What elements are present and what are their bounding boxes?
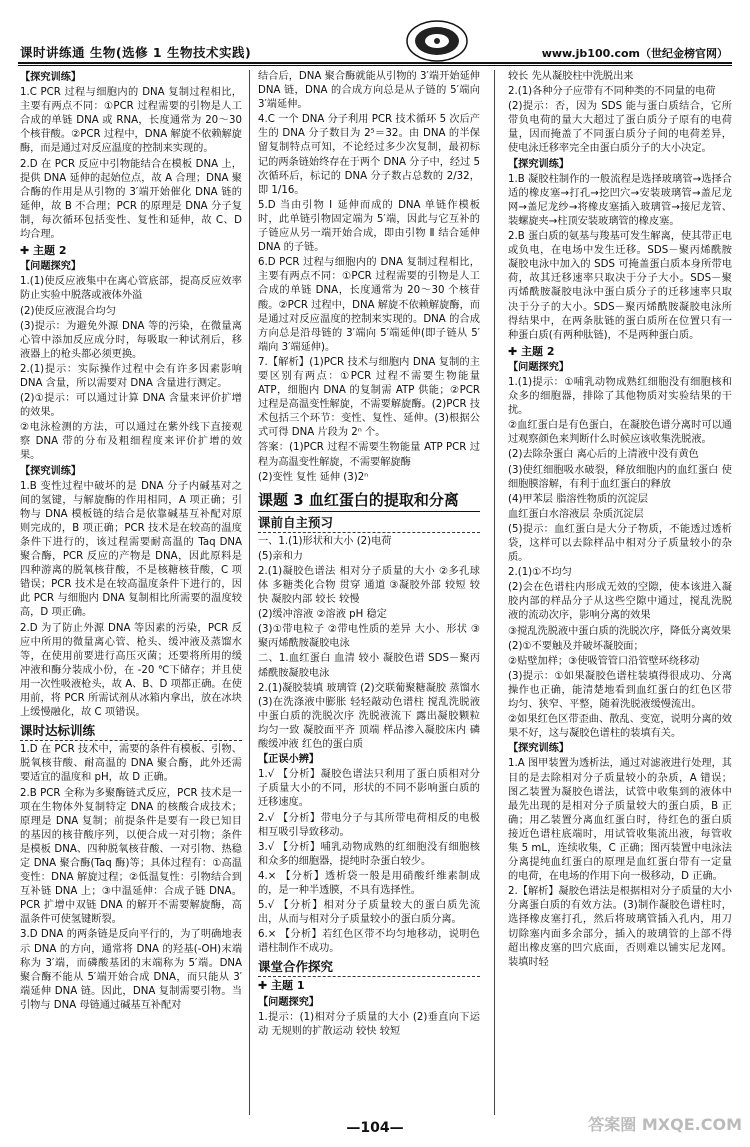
- answer-paragraph: (2)会在色谱柱内形成无效的空隙，使本该进入凝胶内部的样品分子从这些空隙中通过，搅乱洗脱液的流动次序，影响分离的效果: [508, 582, 732, 622]
- section-label: 【探究训练】: [20, 72, 82, 83]
- answer-paragraph: (3)提示：为避免外源 DNA 等的污染，在微量离心管中添加反应成分时，每吸取一种试剂后，移液器上的枪头都必须更换。: [20, 320, 242, 360]
- answer-paragraph: 1.B 凝胶柱制作的一般流程是选择玻璃管→选择合适的橡皮塞→打孔→挖凹穴→安装玻璃管→盖尼龙网→盖尼龙纱→将橡皮塞插入玻璃管→接尼龙管、装螺旋夹→柱顶安装玻璃管的橡皮塞。: [508, 173, 732, 227]
- answer-paragraph: ②电泳检测的方法，可以通过在紫外线下直接观察 DNA 带的分布及粗细程度来评价扩增的效果。: [20, 422, 242, 462]
- answer-paragraph: 二、1.血红蛋白 血清 较小 凝胶色谱 SDS－聚丙烯酰胺凝胶电泳: [258, 653, 480, 679]
- answer-paragraph: 较长 先从凝胶柱中洗脱出来: [508, 71, 634, 82]
- column-2: [258, 70, 480, 1115]
- answer-paragraph: 7.【解析】(1)PCR 技术与细胞内 DNA 复制的主要区别有两点：①PCR 过程不需要生物能量 ATP，细胞内 DNA 的复制需 ATP 供能；②PCR 过程是高温变性解旋，不需要解旋酶。(2)PCR 技术包括三个环节：变性、复性、延伸。(3)根据公式可得 DNA 片段为 2ⁿ 个。: [258, 356, 480, 439]
- answer-paragraph: 1.C PCR 过程与细胞内的 DNA 复制过程相比，主要有两点不同：①PCR 过程需要的引物是人工合成的单链 DNA 或 RNA，长度通常为 20～30 个核苷酸。②PCR 过程中，DNA 解旋不依赖解旋酶，而是通过对反应温度的控制来实现的。: [20, 87, 242, 155]
- answer-paragraph: 4.C 一个 DNA 分子利用 PCR 技术循环 5 次后产生的 DNA 分子数目为 2⁵＝32。由 DNA 的半保留复制特点可知，不论经过多少次复制，最初标记的两条链始终存在于两个 DNA 分子中，经过 5 次循环后，标记的 DNA 分子数占总数的 2/32，即 1/16。: [258, 114, 480, 196]
- answer-paragraph: (3)①带电粒子 ②带电性质的差异 大小、形状 ③聚丙烯酰胺凝胶电泳: [258, 624, 480, 650]
- answer-paragraph: (5)亲和力: [258, 550, 303, 562]
- section-label: 【探究训练】: [508, 158, 570, 170]
- answer-paragraph: (3)使红细胞吸水破裂，释放细胞内的血红蛋白 使细胞膜溶解，有利于血红蛋白的释放: [508, 464, 732, 490]
- answer-paragraph: 2.(1)凝胶色谱法 相对分子质量的大小 ②多孔球体 多糖类化合物 贯穿 通道 ③凝胶外部 较短 较快 凝胶内部 较长 较慢: [258, 565, 480, 606]
- answer-paragraph: 1.(1)使反应液集中在离心管底部，提高反应效率 防止实验中脱落或液体外溢: [20, 276, 242, 302]
- answer-paragraph: 5.D 当由引物 Ⅰ 延伸而成的 DNA 单链作模板时，此单链引物固定端为 5′端，因此与它互补的子链应从另一端开始合成，即由引物 Ⅱ 结合延伸 DNA 的子链。: [258, 199, 480, 254]
- answer-paragraph: 2.D 在 PCR 反应中引物能结合在模板 DNA 上，提供 DNA 延伸的起始位点，故 A 合理；DNA 聚合酶的作用是从引物的 3′端开始催化 DNA 链的延伸，故 B 不合理；PCR 的原理是 DNA 分子复制，每次循环包括变性、复性和延伸，故 C、D 均合理。: [20, 158, 242, 241]
- answer-paragraph: 2.B 蛋白质的氨基与羧基可发生解离，使其带正电或负电，在电场中发生迁移。SDS－聚丙烯酰胺凝胶电泳中加入的 SDS 可掩盖蛋白质本身所带电荷，故其迁移速率只取决于分子大小。SDS－聚丙烯酰胺凝胶电泳中蛋白质分子的迁移速率只取决于分子的大小。SDS－聚丙烯酰胺凝胶电泳所得结果中，在两条肽链的蛋白质所在位置只有一种蛋白质(有两种肽链)，不是两种蛋白质。: [508, 231, 732, 341]
- column-1: [20, 70, 242, 1115]
- answer-paragraph: ②贴壁加样；③使吸管管口沿管壁环绕移动: [508, 655, 700, 667]
- header-rule: [18, 62, 732, 64]
- answer-paragraph: 2.√ 【分析】带电分子与其所带电荷相反的电极相互吸引导致移动。: [258, 812, 480, 838]
- answer-paragraph: 1.D 在 PCR 技术中，需要的条件有模板、引物、脱氧核苷酸、耐高温的 DNA 聚合酶，此外还需要适宜的温度和 pH，故 D 正确。: [20, 744, 242, 784]
- answer-paragraph: (3)提示：①如果凝胶色谱柱装填得很成功、分离操作也正确，能清楚地看到血红蛋白的红色区带均匀、狭窄、平整，随着洗脱液缓慢流出。: [508, 670, 732, 711]
- answer-paragraph: ②血红蛋白是有色蛋白，在凝胶色谱分离时可以通过观察颜色来判断什么时候应该收集洗脱液。: [508, 420, 732, 446]
- header-website: www.jb100.com（世纪金榜官网）: [541, 47, 728, 60]
- section-label: 【正误小辨】: [258, 754, 320, 766]
- header-rule-thin: [18, 65, 732, 66]
- answer-paragraph: 4.× 【分析】透析袋一般是用硝酸纤维素制成的，是一种半透膜，不具有选择性。: [258, 870, 480, 896]
- answer-paragraph: (2)使反应液混合均匀: [20, 305, 116, 317]
- answer-paragraph: (4)甲苯层 脂溶性物质的沉淀层: [508, 493, 648, 505]
- section-label: 【问题探究】: [20, 261, 82, 273]
- answer-paragraph: 5.√ 【分析】相对分子质量较大的蛋白质先流出，从而与相对分子质量较小的蛋白质分离。: [258, 900, 480, 926]
- answer-paragraph: 2.(1)各种分子应带有不同种类的不同量的电荷: [508, 86, 716, 98]
- page-number: —104—: [346, 1120, 404, 1136]
- section-banner: 课堂合作探究: [258, 958, 480, 977]
- answer-paragraph: ②如果红色区带歪曲、散乱、变宽，说明分离的效果不好，这与凝胶色谱柱的装填有关。: [508, 714, 732, 740]
- answer-paragraph: 答案：(1)PCR 过程不需要生物能量 ATP PCR 过程为高温变性解旋，不需要解旋酶: [258, 442, 480, 468]
- column-3: [508, 70, 732, 1115]
- answer-paragraph: (2)变性 复性 延伸 (3)2ⁿ: [258, 471, 369, 483]
- answer-paragraph: (2)缓冲溶液 ②溶液 pH 稳定: [258, 609, 387, 621]
- answer-paragraph: 2.B PCR 全称为多聚酶链式反应，PCR 技术是一项在生物体外复制特定 DNA 的核酸合成技术；原理是 DNA 复制；前提条件是要有一段已知目的基因的核苷酸序列，以便合成一对引物；条件是模板 DNA、四种脱氧核苷酸、一对引物、热稳定 DNA 聚合酶(Taq 酶)等；具体过程有：①高温变性：DNA 解旋过程；②低温复性：引物结合到互补链 DNA 上；③中温延伸：合成子链 DNA。PCR 扩增中双链 DNA 的解开不需要解旋酶，高温条件可使氢键断裂。: [20, 787, 242, 926]
- column-divider: [249, 70, 250, 1115]
- page-header: [0, 0, 750, 64]
- answer-paragraph: 2.【解析】凝胶色谱法是根据相对分子质量的大小分离蛋白质的有效方法。(3)制作凝胶色谱柱时，选择橡皮塞打孔，然后将玻璃管插入孔内，用刀切除塞内面多余部分，插入的玻璃管的上部不得超出橡皮塞的凹穴底面，否则难以铺实尼龙网。装填时轻: [508, 886, 732, 968]
- answer-paragraph: (2)①提示：可以通过计算 DNA 含量来评价扩增的效果。: [20, 393, 242, 419]
- answer-paragraph: (2)提示：否，因为 SDS 能与蛋白质结合，它所带负电荷的量大大超过了蛋白质分子原有的电荷量，因而掩盖了不同蛋白质分子间的电荷差异，使电泳迁移率完全由蛋白质分子的大小决定。: [508, 101, 732, 155]
- answer-paragraph: 6.D PCR 过程与细胞内的 DNA 复制过程相比，主要有两点不同：①PCR 过程需要的引物是人工合成的单链 DNA，长度通常为 20～30 个核苷酸。②PCR 过程中，DNA 解旋不依赖解旋酶，而是通过对反应温度的控制来实现的。DNA 的合成方向总是沿母链的 3′端向 5′端延伸(即子链从 5′端向 3′端延伸)。: [258, 257, 480, 353]
- content-columns: [20, 70, 732, 1115]
- answer-paragraph: 2.D 为了防止外源 DNA 等因素的污染，PCR 反应中所用的微量离心管、枪头、缓冲液及蒸馏水等，在使用前要进行高压灭菌；还要将所用的缓冲液和酶分装成小份，在 -20 ℃下储存；并且使用一次性吸液枪头，故 A、B、D 项都正确。在使用前，将 PCR 所需试剂从冰箱内拿出，放在冰块上缓慢融化，故 C 项错误。: [20, 622, 242, 719]
- answer-paragraph: 2.(1)提示：实际操作过程中会有许多因素影响 DNA 含量，所以需要对 DNA 含量进行测定。: [20, 363, 242, 389]
- topic-heading: ✚ 主题 1: [258, 979, 305, 993]
- section-banner: 课前自主预习: [258, 514, 480, 533]
- answer-paragraph: 血红蛋白水溶液层 杂质沉淀层: [508, 508, 644, 520]
- answer-paragraph: 1.提示：(1)相对分子质量的大小 (2)垂直向下运动 无规则的扩散运动 较快 较短: [258, 1011, 480, 1037]
- answer-paragraph: 结合后，DNA 聚合酶就能从引物的 3′端开始延伸 DNA 链，DNA 的合成方向总是从子链的 5′端向 3′端延伸。: [258, 71, 480, 111]
- topic-heading: ✚ 主题 2: [20, 244, 67, 258]
- answer-paragraph: ③搅乱洗脱液中蛋白质的洗脱次序，降低分离效果: [508, 625, 732, 637]
- answer-paragraph: 6.× 【分析】若红色区带不均匀地移动，说明色谱柱制作不成功。: [258, 929, 480, 955]
- answer-paragraph: (5)提示：血红蛋白是大分子物质，不能透过透析袋，这样可以去除样品中相对分子质量较小的杂质。: [508, 523, 732, 564]
- section-label: 【探究训练】: [20, 465, 82, 477]
- answer-paragraph: 2.(1)凝胶装填 玻璃管 (2)交联葡聚糖凝胶 蒸馏水 (3)在洗涤液中膨胀 轻轻敲动色谱柱 搅乱洗脱液中蛋白质的洗脱次序 洗脱液流下 露出凝胶颗粒 均匀一致 凝胶面平齐 顶端 样品渗入凝胶床内 磷酸缓冲液 红色的蛋白质: [258, 682, 480, 751]
- answer-paragraph: 1.(1)提示：①哺乳动物成熟红细胞没有细胞核和众多的细胞器，排除了其他物质对实验结果的干扰。: [508, 376, 732, 417]
- section-banner: 课时达标训练: [20, 722, 242, 741]
- answer-paragraph: 2.(1)①不均匀: [508, 567, 572, 579]
- header-title: 课时讲练通 生物(选修 1 生物技术实践): [20, 45, 252, 60]
- answer-paragraph: 1.A 图甲装置为透析法，通过对滤液进行处理，其目的是去除相对分子质量较小的杂质，A 错误；图乙装置为凝胶色谱法，试管中收集到的液体中最先出现的是相对分子质量较大的蛋白质，B 正确；用乙装置分离血红蛋白时，待红色的蛋白质接近色谱柱底端时，用试管收集流出液，每管收集 5 mL，连续收集，C 正确；图丙装置中电泳法分离提纯血红蛋白的原理是血红蛋白带有一定量的电荷，在电场的作用下向一极移动，D 正确。: [508, 758, 732, 883]
- topic-heading: ✚ 主题 2: [508, 344, 555, 358]
- section-label: 【探究训练】: [508, 743, 570, 755]
- answer-paragraph: 3.D DNA 的两条链是反向平行的，为了明确地表示 DNA 的方向，通常将 DNA 的羟基(-OH)末端称为 3′端，而磷酸基团的末端称为 5′端。DNA 聚合酶不能从 5′端开始合成 DNA，而只能从 3′端延伸 DNA 链。因此，DNA 复制需要引物。当引物与 DNA 母链通过碱基互补配对: [20, 929, 242, 1011]
- answer-paragraph: 1.√ 【分析】凝胶色谱法只利用了蛋白质相对分子质量大小的不同，形状的不同不影响蛋白质的迁移速度。: [258, 769, 480, 809]
- section-label: 【问题探究】: [508, 361, 570, 373]
- lesson-title: 课题 3 血红蛋白的提取和分离: [258, 489, 480, 512]
- answer-paragraph: (2)①不要触及并破坏凝胶面；: [508, 640, 644, 652]
- answer-paragraph: 3.√ 【分析】哺乳动物成熟的红细胞没有细胞核和众多的细胞器，提纯时杂蛋白较少。: [258, 841, 480, 867]
- answer-paragraph: 一、1.(1)形状和大小 (2)电荷: [258, 535, 392, 547]
- answer-paragraph: (2)去除杂蛋白 离心后的上清液中没有黄色: [508, 449, 699, 461]
- watermark: 答案圈 MXQE.COM: [588, 1115, 742, 1134]
- answer-paragraph: 1.B 变性过程中破坏的是 DNA 分子内碱基对之间的氢键，与解旋酶的作用相同，A 项正确；引物与 DNA 模板链的结合是依靠碱基互补配对原则完成的，B 项正确；PCR 技术是在较高的温度条件下进行的，该过程需要耐高温的 Taq DNA 聚合酶，PCR 反应的产物是 DNA，因此原料是四种游离的脱氧核苷酸，不是核糖核苷酸，C 项错误；PCR 技术是在较高温度条件下进行的，因此 PCR 与细胞内 DNA 复制相比所需要的温度较高，D 项正确。: [20, 480, 242, 619]
- publisher-logo-icon: [405, 18, 469, 64]
- column-divider: [494, 70, 495, 1115]
- section-label: 【问题探究】: [258, 996, 320, 1008]
